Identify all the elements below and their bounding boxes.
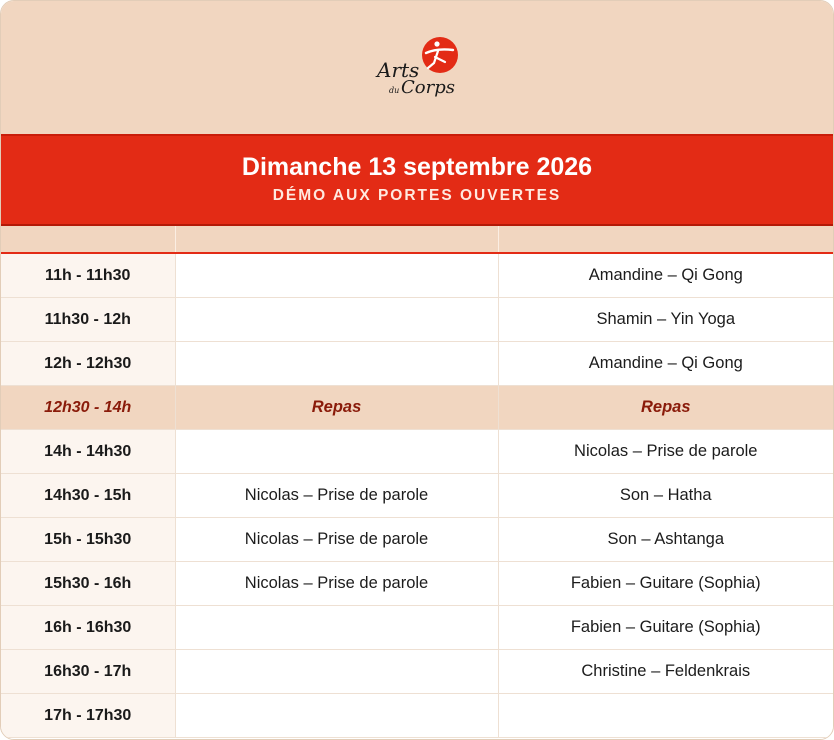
svg-text:du: du xyxy=(389,86,400,95)
session-cell xyxy=(175,342,498,386)
session-cell: Amandine – Qi Gong xyxy=(498,253,833,298)
session-cell: Fabien – Guitare (Sophia) xyxy=(498,562,833,606)
session-cell xyxy=(175,694,498,738)
table-row xyxy=(1,342,833,386)
column-header-room-2 xyxy=(498,226,833,253)
time-slot: 12h30 - 14h xyxy=(1,386,175,430)
session-cell xyxy=(175,650,498,694)
time-slot: 11h - 11h30 xyxy=(1,253,175,298)
column-header-room-1 xyxy=(175,226,498,253)
time-slot: 17h - 17h30 xyxy=(1,694,175,738)
session-cell: Nicolas – Prise de parole xyxy=(175,562,498,606)
table-row xyxy=(1,474,833,518)
table-row-break xyxy=(1,386,833,430)
session-cell xyxy=(175,606,498,650)
time-slot: 15h - 15h30 xyxy=(1,518,175,562)
event-subtitle: DÉMO AUX PORTES OUVERTES xyxy=(272,187,562,204)
table-row xyxy=(1,650,833,694)
time-slot: 14h - 14h30 xyxy=(1,430,175,474)
time-slot: 16h30 - 17h xyxy=(1,650,175,694)
table-row xyxy=(1,298,833,342)
table-row xyxy=(1,430,833,474)
event-banner xyxy=(1,134,833,226)
table-row xyxy=(1,606,833,650)
break-cell: Repas xyxy=(498,386,833,430)
table-row xyxy=(1,562,833,606)
table-row xyxy=(1,518,833,562)
svg-text:Corps: Corps xyxy=(401,77,455,98)
session-cell: Christine – Feldenkrais xyxy=(498,650,833,694)
time-slot: 11h30 - 12h xyxy=(1,298,175,342)
logo-area xyxy=(1,1,833,134)
session-cell: Son – Ashtanga xyxy=(498,518,833,562)
event-title: Dimanche 13 septembre 2026 xyxy=(241,153,593,181)
session-cell xyxy=(175,298,498,342)
session-cell: Amandine – Qi Gong xyxy=(498,342,833,386)
table-header-row xyxy=(1,226,833,253)
time-slot: 14h30 - 15h xyxy=(1,474,175,518)
arts-du-corps-logo xyxy=(371,35,466,101)
session-cell: Fabien – Guitare (Sophia) xyxy=(498,606,833,650)
session-cell xyxy=(175,253,498,298)
session-cell: Nicolas – Prise de parole xyxy=(175,518,498,562)
time-slot: 16h - 16h30 xyxy=(1,606,175,650)
time-slot: 12h - 12h30 xyxy=(1,342,175,386)
session-cell: Nicolas – Prise de parole xyxy=(175,474,498,518)
session-cell xyxy=(498,694,833,738)
schedule-table xyxy=(1,226,833,738)
session-cell: Son – Hatha xyxy=(498,474,833,518)
session-cell xyxy=(175,430,498,474)
table-row xyxy=(1,694,833,738)
time-slot: 15h30 - 16h xyxy=(1,562,175,606)
table-row xyxy=(1,253,833,298)
session-cell: Shamin – Yin Yoga xyxy=(498,298,833,342)
svg-text:Arts: Arts xyxy=(377,58,420,82)
break-cell: Repas xyxy=(175,386,498,430)
column-header-time xyxy=(1,226,175,253)
session-cell: Nicolas – Prise de parole xyxy=(498,430,833,474)
